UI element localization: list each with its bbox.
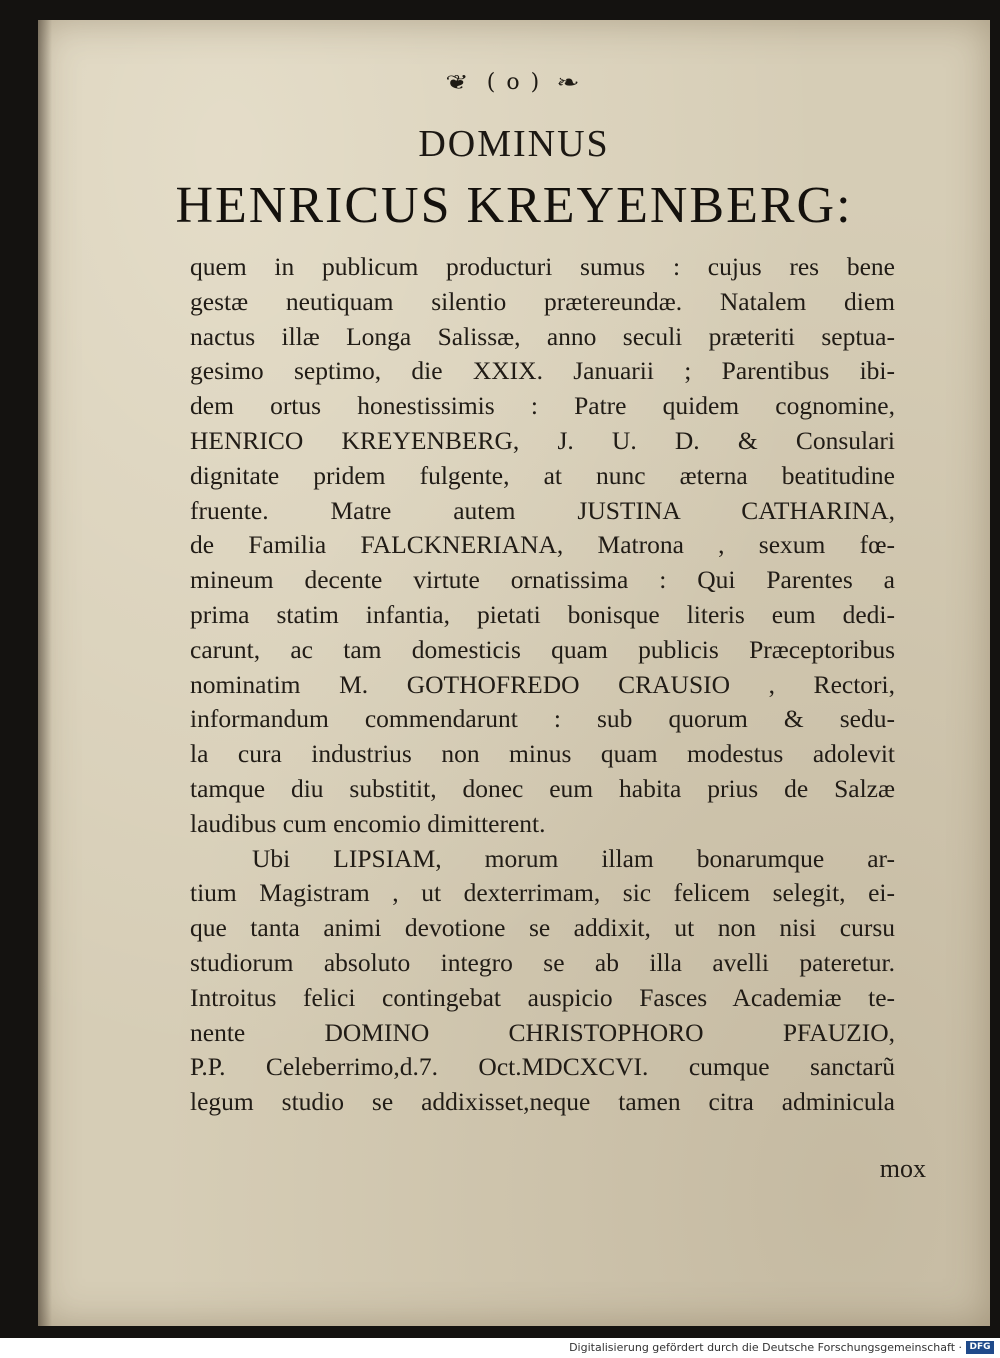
dfg-logo: DFG [966,1341,994,1354]
text-line: legum studio se addixisset,neque tamen citra adminicula [190,1087,895,1117]
left-ornament-icon: ❦ [445,70,472,94]
catchword: mox [879,1154,926,1183]
text-line: P.P. Celeberrimo,d.7. Oct.MDCXCVI. cumque sanctarũ [190,1052,895,1082]
text-line: carunt, ac tam domesticis quam publicis Præceptoribus [190,634,895,664]
text-line: HENRICO KREYENBERG, J. U. D. & Consulari [190,425,895,455]
text-line: informandum commendarunt : sub quorum & sedu- [190,704,895,734]
text-line: prima statim infantia, pietati bonisque literis eum dedi- [190,599,895,629]
running-head [38,70,990,95]
text-line: tamque diu substitit, donec eum habita prius de Salzæ [190,773,895,803]
title-name: HENRICUS KREYENBERG: [175,177,853,234]
text-line: tium Magistram , ut dexterrimam, sic felicem selegit, ei- [190,878,895,908]
text-line: Introitus felici contingebat auspicio Fasces Academiæ te- [190,982,895,1012]
text-line: fruente. Matre autem JUSTINA CATHARINA, [190,495,895,525]
text-line: dem ortus honestissimis : Patre quidem cognomine, [190,391,895,421]
text-line: studiorum absoluto integro se ab illa avelli pateretur. [190,947,895,977]
body-text [190,250,895,1120]
text-line: nactus illæ Longa Salissæ, anno seculi præteriti septua- [190,321,895,351]
text-line: dignitate pridem fulgente, at nunc æterna beatitudine [190,460,895,490]
text-line: que tanta animi devotione se addixit, ut non nisi cursu [190,913,895,943]
digitization-credit: Digitalisierung gefördert durch die Deutsche Forschungsgemeinschaft · [569,1341,962,1354]
text-line: quem in publicum producturi sumus : cujus res bene [190,252,895,281]
footer-bar [0,1338,1000,1358]
title-dominus: DOMINUS [418,123,610,165]
right-ornament-icon: ❧ [556,70,583,94]
text-line: de Familia FALCKNERIANA, Matrona , sexum fœ- [190,530,895,560]
text-line: nente DOMINO CHRISTOPHORO PFAUZIO, [190,1017,895,1047]
text-line: gestæ neutiquam silentio prætereundæ. Natalem diem [190,286,895,316]
text-line: gesimo septimo, die XXIX. Januarii ; Parentibus ibi- [190,356,895,386]
text-line: mineum decente virtute ornatissima : Qui Parentes a [190,565,895,595]
page-number: ( o ) [486,70,542,95]
text-line: laudibus cum encomio dimitterent. [190,808,546,838]
paragraph-start-line: Ubi LIPSIAM, morum illam bonarumque ar- [252,843,895,873]
text-line: nominatim M. GOTHOFREDO CRAUSIO , Rectori, [190,669,895,699]
text-line: la cura industrius non minus quam modestus adolevit [190,739,895,769]
